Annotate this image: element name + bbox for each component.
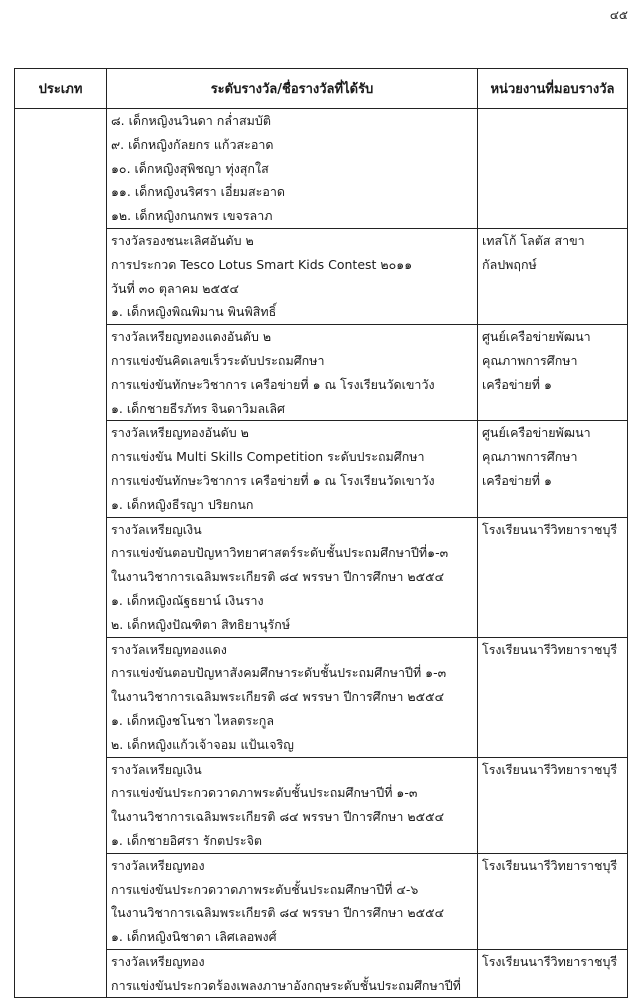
organization-line: คุณภาพการศึกษา (482, 352, 578, 368)
award-line: รางวัลเหรียญเงิน (111, 761, 202, 777)
award-cell (107, 757, 478, 853)
table-row (15, 109, 628, 229)
award-cell (107, 637, 478, 757)
award-line: รางวัลรองชนะเลิศอันดับ ๒ (111, 232, 254, 248)
organization-line: โรงเรียนนารีวิทยาราชบุรี (482, 521, 618, 537)
organization-cell (478, 637, 628, 757)
award-line: ๒. เด็กหญิงปัณฑิตา สิทธิยานุรักษ์ (111, 616, 291, 632)
organization-line: เทสโก้ โลตัส สาขา (482, 232, 585, 248)
organization-line: กัลปพฤกษ์ (482, 256, 537, 272)
award-line: ในงานวิชาการเฉลิมพระเกียรติ ๘๔ พรรษา ปีการศึกษา ๒๕๕๔ (111, 569, 445, 585)
award-line: ๘. เด็กหญิงนวินดา กล่ำสมบัติ (111, 113, 271, 128)
award-cell (107, 228, 478, 324)
award-line: ๑. เด็กชายธีรภัทร จินดาวิมลเลิศ (111, 400, 285, 416)
organization-line: ศูนย์เครือข่ายพัฒนา (482, 329, 591, 345)
table-body (15, 109, 628, 998)
organization-cell (478, 228, 628, 324)
award-cell (107, 853, 478, 949)
award-line: ๑๒. เด็กหญิงกนกพร เขจรลาภ (111, 208, 273, 224)
award-line: การแข่งขันประกวดวาดภาพระดับชั้นประถมศึกษาปีที่ ๑-๓ (111, 785, 418, 801)
award-line: ๒. เด็กหญิงแก้วเจ้าจอม แป้นเจริญ (111, 736, 294, 752)
award-line: ในงานวิชาการเฉลิมพระเกียรติ ๘๔ พรรษา ปีการศึกษา ๒๕๕๔ (111, 905, 445, 921)
award-line: ๙. เด็กหญิงกัลยกร แก้วสะอาด (111, 136, 274, 152)
award-line: รางวัลเหรียญทองแดงอันดับ ๒ (111, 329, 272, 345)
table-row (15, 517, 628, 637)
award-line: ๑. เด็กชายอิศรา รักตประจิต (111, 832, 263, 848)
organization-cell (478, 517, 628, 637)
award-line: รางวัลเหรียญทองอันดับ ๒ (111, 425, 249, 441)
organization-cell (478, 109, 628, 229)
award-cell (107, 325, 478, 421)
organization-cell (478, 853, 628, 949)
table-row (15, 637, 628, 757)
table-row (15, 757, 628, 853)
organization-line: โรงเรียนนารีวิทยาราชบุรี (482, 641, 618, 657)
table-row (15, 949, 628, 998)
organization-line: โรงเรียนนารีวิทยาราชบุรี (482, 953, 618, 969)
award-line: รางวัลเหรียญทองแดง (111, 641, 227, 657)
award-line: รางวัลเหรียญทอง (111, 953, 205, 969)
award-line: ๑. เด็กหญิงณัฐธยาน์ เงินราง (111, 592, 264, 608)
award-cell (107, 421, 478, 517)
table-header-row (15, 69, 628, 109)
award-line: รางวัลเหรียญทอง (111, 857, 205, 873)
page-number: ๔๕ (609, 8, 628, 22)
organization-line: โรงเรียนนารีวิทยาราชบุรี (482, 857, 618, 873)
organization-cell (478, 325, 628, 421)
award-cell (107, 109, 478, 229)
award-line: การแข่งขันตอบปัญหาวิทยาศาสตร์ระดับชั้นประถมศึกษาปีที่๑-๓ (111, 545, 449, 561)
award-line: ในงานวิชาการเฉลิมพระเกียรติ ๘๔ พรรษา ปีการศึกษา ๒๕๕๔ (111, 809, 445, 825)
award-line: ๑. เด็กหญิงนิชาดา เลิศเลอพงศ์ (111, 929, 277, 945)
header-category: ประเภท (15, 69, 107, 109)
awards-table (14, 68, 628, 998)
award-line: การประกวด Tesco Lotus Smart Kids Contest ๒๐๑๑ (111, 256, 413, 272)
header-organization: หน่วยงานที่มอบรางวัล (478, 69, 628, 109)
organization-line: โรงเรียนนารีวิทยาราชบุรี (482, 761, 618, 777)
header-award: ระดับรางวัล/ชื่อรางวัลที่ได้รับ (107, 69, 478, 109)
organization-line: เครือข่ายที่ ๑ (482, 376, 552, 392)
award-line: วันที่ ๓๐ ตุลาคม ๒๕๕๔ (111, 280, 239, 296)
award-line: ๑. เด็กหญิงชโนชา ไหลตระกูล (111, 712, 275, 728)
organization-cell (478, 949, 628, 998)
award-line: ในงานวิชาการเฉลิมพระเกียรติ ๘๔ พรรษา ปีการศึกษา ๒๕๕๔ (111, 689, 445, 705)
organization-line: เครือข่ายที่ ๑ (482, 472, 552, 488)
organization-line: คุณภาพการศึกษา (482, 449, 578, 465)
category-cell (15, 109, 107, 998)
award-line: การแข่งขันประกวดร้องเพลงภาษาอังกฤษระดับชั้นประถมศึกษาปีที่ (111, 977, 461, 993)
award-line: รางวัลเหรียญเงิน (111, 521, 202, 537)
award-line: การแข่งขันประกวดวาดภาพระดับชั้นประถมศึกษาปีที่ ๔-๖ (111, 881, 419, 897)
organization-cell (478, 757, 628, 853)
award-line: การแข่งขันทักษะวิชาการ เครือข่ายที่ ๑ ณ โรงเรียนวัดเขาวัง (111, 472, 435, 488)
award-cell (107, 949, 478, 998)
award-line: ๑. เด็กหญิงธีรญา ปริยกนก (111, 496, 254, 512)
award-line: ๑. เด็กหญิงพิณพิมาน พินพิสิทธิ์ (111, 304, 277, 320)
award-line: การแข่งขันตอบปัญหาสังคมศึกษาระดับชั้นประถมศึกษาปีที่ ๑-๓ (111, 665, 447, 681)
award-cell (107, 517, 478, 637)
award-line: ๑๐. เด็กหญิงสุพิชญา ทุ่งสุกใส (111, 160, 269, 176)
table-row (15, 421, 628, 517)
organization-cell (478, 421, 628, 517)
award-line: การแข่งขันคิดเลขเร็วระดับประถมศึกษา (111, 352, 325, 368)
table-row (15, 853, 628, 949)
organization-line: ศูนย์เครือข่ายพัฒนา (482, 425, 591, 441)
award-line: การแข่งขันทักษะวิชาการ เครือข่ายที่ ๑ ณ โรงเรียนวัดเขาวัง (111, 376, 435, 392)
table-row (15, 228, 628, 324)
award-line: การแข่งขัน Multi Skills Competition ระดับประถมศึกษา (111, 449, 425, 465)
award-line: ๑๑. เด็กหญิงนริศรา เอี่ยมสะอาด (111, 184, 285, 200)
table-row (15, 325, 628, 421)
